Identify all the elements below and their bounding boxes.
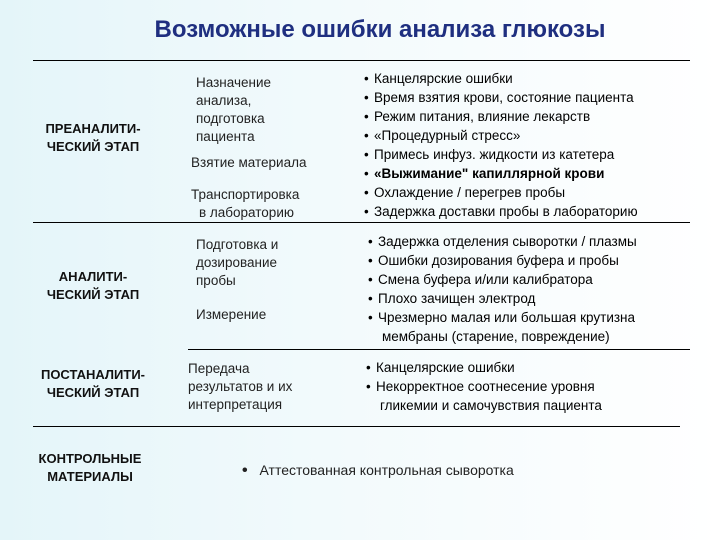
stage-postanalytical-line-1: ПОСТАНАЛИТИ-	[40, 367, 146, 382]
list-item: • Канцелярские ошибки	[364, 71, 513, 86]
stage-control	[15, 450, 165, 486]
process-sampling: Взятие материала	[191, 155, 307, 170]
process-preparation-line-1: Подготовка и	[196, 237, 279, 252]
list-item: • Чрезмерно малая или большая крутизна	[368, 310, 636, 325]
stage-postanalytical	[18, 366, 168, 402]
process-transport-line-1: Транспортировка	[191, 187, 300, 202]
list-item: • Режим питания, влияние лекарств	[364, 109, 591, 124]
list-item: • Некорректное соотнесение уровня	[366, 379, 595, 394]
divider-preanalytical	[33, 222, 690, 223]
list-item-continuation: мембраны (старение, повреждение)	[382, 329, 610, 344]
process-assignment-line-2: анализа,	[196, 93, 252, 108]
process-transfer	[188, 360, 292, 414]
list-item-continuation: гликемии и самочувствия пациента	[380, 398, 602, 413]
list-item: • Плохо зачищен электрод	[368, 291, 536, 306]
stage-analytical-line-1: АНАЛИТИ-	[58, 269, 128, 284]
list-item: • «Процедурный стресс»	[364, 128, 521, 143]
stage-analytical-line-2: ЧЕСКИЙ ЭТАП	[46, 287, 140, 302]
process-transport-line-2: в лабораторию	[199, 205, 294, 220]
errors-analytical	[368, 232, 637, 346]
process-preparation-line-2: дозирование	[196, 255, 278, 270]
list-item: • Примесь инфуз. жидкости из катетера	[364, 147, 615, 162]
stage-control-line-2: МАТЕРИАЛЫ	[47, 469, 133, 484]
list-item: • Охлаждение / перегрев пробы	[364, 185, 566, 200]
divider-analytical	[188, 349, 690, 350]
list-item: • Время взятия крови, состояние пациента	[364, 90, 634, 105]
errors-preanalytical	[364, 69, 638, 221]
process-measurement: Измерение	[196, 307, 267, 322]
process-assignment-line-4: пациента	[196, 129, 255, 144]
process-assignment-line-1: Назначение	[196, 75, 272, 90]
divider-postanalytical	[33, 426, 680, 427]
stage-preanalytical-line-2: ЧЕСКИЙ ЭТАП	[46, 139, 140, 154]
process-assignment-line-3: подготовка	[196, 111, 265, 126]
stage-postanalytical-line-2: ЧЕСКИЙ ЭТАП	[46, 385, 140, 400]
list-item: • Задержка отделения сыворотки / плазмы	[368, 234, 637, 249]
title-divider	[33, 60, 690, 61]
list-item: • Канцелярские ошибки	[366, 360, 515, 375]
process-transfer-line-2: результатов и их	[188, 379, 293, 394]
list-item: • Смена буфера и/или калибратора	[368, 272, 593, 287]
stage-preanalytical	[18, 120, 168, 156]
stage-analytical	[18, 268, 168, 304]
process-transfer-line-1: Передача	[188, 361, 250, 376]
process-assignment	[196, 74, 271, 146]
stage-preanalytical-line-1: ПРЕАНАЛИТИ-	[45, 121, 141, 136]
errors-postanalytical	[366, 358, 602, 415]
page-title: Возможные ошибки анализа глюкозы	[154, 16, 606, 43]
list-item: • Ошибки дозирования буфера и пробы	[368, 253, 619, 268]
control-item: • Аттестованная контрольная сыворотка	[242, 462, 514, 479]
list-item: • «Выжимание" капиллярной крови	[364, 166, 605, 181]
process-preparation-line-3: пробы	[196, 273, 236, 288]
process-preparation	[196, 236, 278, 290]
stage-control-line-1: КОНТРОЛЬНЫЕ	[38, 451, 142, 466]
process-transfer-line-3: интерпретация	[188, 397, 283, 412]
list-item: • Задержка доставки пробы в лабораторию	[364, 204, 638, 219]
process-transport	[191, 186, 299, 222]
